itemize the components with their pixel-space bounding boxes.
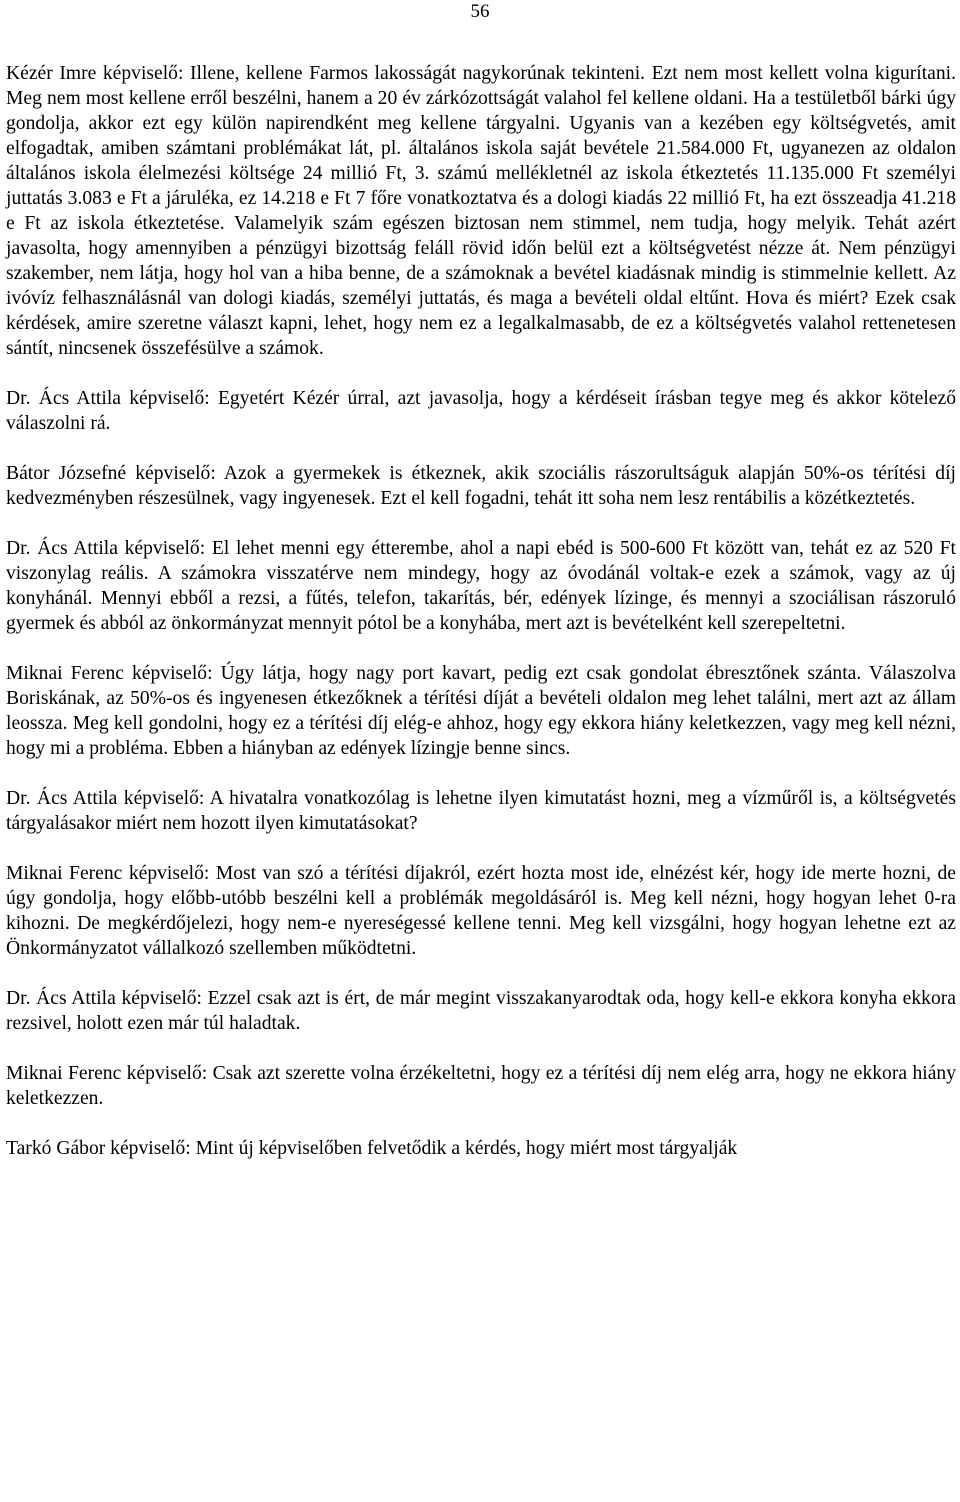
paragraph-kezer-imre: Kézér Imre képviselő: Illene, kellene Farmos lakosságát nagykorúnak tekinteni. Ezt nem most kellett volna kigurítani. Meg nem most kellene erről beszélni, hanem a 20 év zárkózottságát valahol fel kellene oldani. Ha a testületből bárki úgy gondolja, akkor ezt egy külön napirendként meg kellene tárgyalni. Ugyanis van a kezében egy költségvetés, amit elfogadtak, amiben számtani problémákat lát, pl. általános iskola saját bevétele 21.584.000 Ft, ugyanezen az oldalon általános iskola élelmezési költsége 24 millió Ft, 3. számú mellékletnél az iskola étkeztetés 11.135.000 Ft személyi juttatás 3.083 e Ft a járuléka, ez 14.218 e Ft 7 főre vonatkoztatva és a dologi kiadás 22 millió Ft, ha ezt összeadja 41.218 e Ft az iskola étkeztetése. Valamelyik szám egészen biztosan nem stimmel, nem tudja, hogy melyik. Tehát azért javasolta, hogy amennyiben a pénzügyi bizottság feláll rövid időn belül ezt a költségvetést nézze át. Nem pénzügyi szakember, nem látja, hogy hol van a hiba benne, de a számoknak a bevétel kiadásnak mindig is stimmelnie kellett. Az ivóvíz felhasználásnál van dologi kiadás, személyi juttatás, és maga a bevételi oldal eltűnt. Hova és miért? Ezek csak kérdések, amire szeretne választ kapni, lehet, hogy nem ez a legalkalmasabb, de ez a költségvetés valahol rettenetesen sántít, nincsenek összefésülve a számok. [6,63,956,359]
paragraph-acs-attila-2: Dr. Ács Attila képviselő: El lehet menni egy étterembe, ahol a napi ebéd is 500-600 Ft között van, tehát ez az 520 Ft viszonylag reális. A számokra visszatérve nem mindegy, hogy az óvodánál voltak-e ezek a számok, vagy az új konyhánál. Mennyi ebből a rezsi, a fűtés, telefon, takarítás, bér, edények lízinge, és mennyi a szociálisan rászoruló gyermek és abból az önkormányzat mennyit pótol be a konyhába, mert azt is bevételként kell szerepeltetni. [6,538,956,634]
paragraph-tarko-gabor: Tarkó Gábor képviselő: Mint új képviselőben felvetődik a kérdés, hogy miért most tárgyalják [6,1138,738,1159]
paragraph-miknai-ferenc-1: Miknai Ferenc képviselő: Úgy látja, hogy nagy port kavart, pedig ezt csak gondolat ébresztőnek szánta. Válaszolva Boriskának, az 50%-os és ingyenesen étkezőknek a térítési díját a bevételi oldalon meg lehet találni, mert azt az állam leossza. Meg kell gondolni, hogy ez a térítési díj elég-e ahhoz, hogy egy ekkora hiány keletkezzen, vagy meg kell nézni, hogy mi a probléma. Ebben a hiányban az edények lízingje benne sincs. [6,663,956,759]
paragraph-acs-attila-4: Dr. Ács Attila képviselő: Ezzel csak azt is ért, de már megint visszakanyarodtak oda, hogy kell-e ekkora konyha ekkora rezsivel, holott ezen már túl haladtak. [6,988,956,1034]
paragraph-miknai-ferenc-3: Miknai Ferenc képviselő: Csak azt szerette volna érzékeltetni, hogy ez a térítési díj nem elég arra, hogy ne ekkora hiány keletkezzen. [6,1063,956,1109]
paragraph-acs-attila-1: Dr. Ács Attila képviselő: Egyetért Kézér úrral, azt javasolja, hogy a kérdéseit írásban tegye meg és akkor kötelező válaszolni rá. [6,388,956,434]
paragraph-miknai-ferenc-2: Miknai Ferenc képviselő: Most van szó a térítési díjakról, ezért hozta most ide, elnézést kér, hogy ide merte hozni, de úgy gondolja, hogy előbb-utóbb beszélni kell a problémák megoldásáról is. Meg kell nézni, hogy hogyan lehet 0-ra kihozni. De megkérdőjelezi, hogy nem-e nyereségessé kellene tenni. Meg kell vizsgálni, hogy hogyan lehetne ezt az Önkormányzatot vállalkozó szellemben működtetni. [6,863,956,959]
paragraph-acs-attila-3: Dr. Ács Attila képviselő: A hivatalra vonatkozólag is lehetne ilyen kimutatást hozni, meg a vízműről is, a költségvetés tárgyalásakor miért nem hozott ilyen kimutatásokat? [6,788,956,834]
page-number: 56 [470,1,490,22]
document-body [6,61,956,1161]
paragraph-bator-jozsefne: Bátor Józsefné képviselő: Azok a gyermekek is étkeznek, akik szociális rászorultságuk alapján 50%-os térítési díj kedvezményben részesülnek, vagy ingyenesek. Ezt el kell fogadni, tehát itt soha nem lesz rentábilis a közétkeztetés. [6,463,956,509]
